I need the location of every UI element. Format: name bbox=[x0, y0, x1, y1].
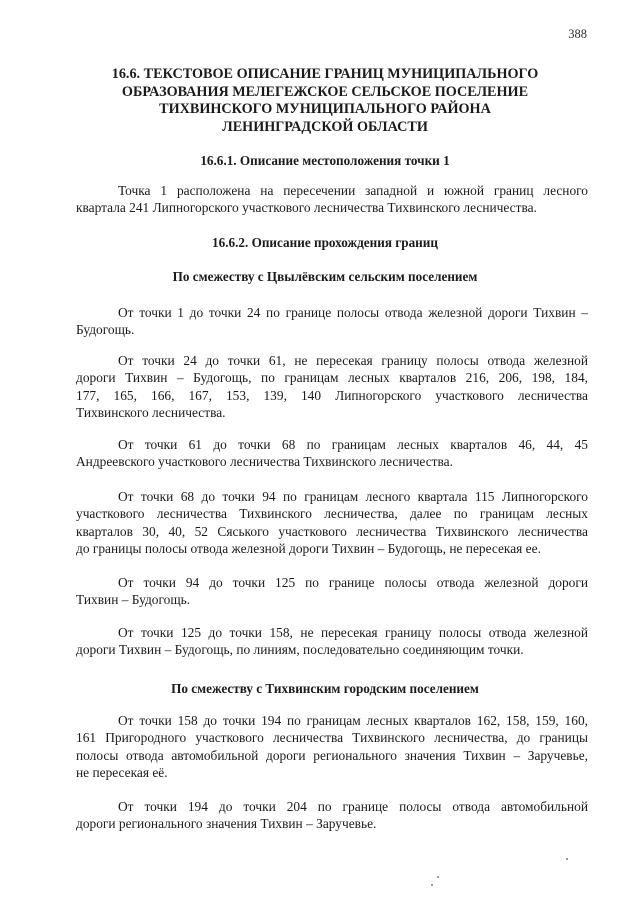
text-line: От точки 68 до точки 94 по границам лесного квартала 115 Липногорского bbox=[118, 489, 588, 504]
text-line: 161 Пригородного участкового лесничества Тихвинского лесничества, до границы bbox=[76, 730, 588, 746]
title-line: ЛЕНИНГРАДСКОЙ ОБЛАСТИ bbox=[222, 118, 428, 135]
text-line: дороги Тихвин – Будогощь, по границам лесных кварталов 216, 206, 198, 184, bbox=[76, 370, 588, 386]
paragraph-points-94-125 bbox=[76, 574, 588, 609]
heading-tikhvin-town-settlement: По смежеству с Тихвинским городским поселением bbox=[171, 681, 479, 696]
text-line: Точка 1 расположена на пересечении западной и южной границ лесного bbox=[118, 183, 588, 198]
text-line: От точки 94 до точки 125 по границе полосы отвода железной дороги bbox=[118, 575, 588, 590]
heading-tsvylyovo-settlement: По смежеству с Цвылёвским сельским поселением bbox=[172, 269, 478, 284]
scan-speck bbox=[566, 858, 568, 860]
text-line: Тихвин – Будогощь. bbox=[76, 592, 191, 608]
text-line: От точки 24 до точки 61, не пересекая границу полосы отвода железной bbox=[118, 353, 588, 368]
paragraph-points-1-24 bbox=[76, 304, 588, 339]
text-line: 177, 165, 166, 167, 153, 139, 140 Липногорского участкового лесничества bbox=[76, 387, 588, 403]
text-line: дороги Тихвин – Будогощь, по линиям, последовательно соединяющим точки. bbox=[76, 642, 524, 658]
scan-speck bbox=[437, 876, 439, 878]
text-line: От точки 1 до точки 24 по границе полосы отвода железной дороги Тихвин – bbox=[118, 305, 588, 320]
text-line: не пересекая её. bbox=[76, 765, 168, 781]
text-line: От точки 125 до точки 158, не пересекая границу полосы отвода железной bbox=[118, 625, 588, 640]
page-number: 388 bbox=[568, 27, 587, 41]
paragraph-points-61-68 bbox=[76, 436, 588, 471]
text-line: дороги регионального значения Тихвин – Заручевье. bbox=[76, 816, 377, 832]
paragraph-points-194-204 bbox=[76, 798, 588, 833]
section-title bbox=[70, 66, 580, 136]
text-line: квартала 241 Липногорского участкового лесничества Тихвинского лесничества. bbox=[76, 200, 537, 216]
text-line: Тихвинского лесничества. bbox=[76, 405, 226, 421]
title-line: ОБРАЗОВАНИЯ МЕЛЕГЕЖСКОЕ СЕЛЬСКОЕ ПОСЕЛЕНИЕ bbox=[121, 83, 529, 100]
subsection-heading-point-location: 16.6.1. Описание местоположения точки 1 bbox=[200, 153, 450, 168]
title-line: ТИХВИНСКОГО МУНИЦИПАЛЬНОГО РАЙОНА bbox=[159, 101, 491, 117]
paragraph-point-1-location bbox=[76, 182, 588, 217]
title-line: 16.6. ТЕКСТОВОЕ ОПИСАНИЕ ГРАНИЦ МУНИЦИПАЛЬНОГО bbox=[111, 66, 539, 82]
text-line: Андреевского участкового лесничества Тихвинского лесничества. bbox=[76, 454, 453, 470]
text-line: полосы отвода автомобильной дороги регионального значения Тихвин – Заручевье, bbox=[76, 747, 588, 763]
paragraph-points-158-194 bbox=[76, 712, 588, 782]
text-line: Будогощь. bbox=[76, 322, 135, 338]
paragraph-points-24-61 bbox=[76, 352, 588, 422]
text-line: кварталов 30, 40, 52 Сяського участкового лесничества Тихвинского лесничества bbox=[76, 523, 588, 539]
text-line: участкового лесничества Тихвинского лесничества, далее по границам лесных bbox=[76, 506, 588, 522]
paragraph-points-125-158 bbox=[76, 624, 588, 659]
text-line: От точки 194 до точки 204 по границе полосы отвода автомобильной bbox=[118, 799, 588, 814]
subsection-heading-boundary-route: 16.6.2. Описание прохождения границ bbox=[212, 235, 438, 250]
scan-speck bbox=[431, 884, 433, 886]
paragraph-points-68-94 bbox=[76, 488, 588, 558]
text-line: до границы полосы отвода железной дороги Тихвин – Будогощь, не пересекая ее. bbox=[76, 541, 541, 557]
text-line: От точки 158 до точки 194 по границам лесных кварталов 162, 158, 159, 160, bbox=[118, 713, 588, 728]
text-line: От точки 61 до точки 68 по границам лесных кварталов 46, 44, 45 bbox=[118, 437, 588, 452]
